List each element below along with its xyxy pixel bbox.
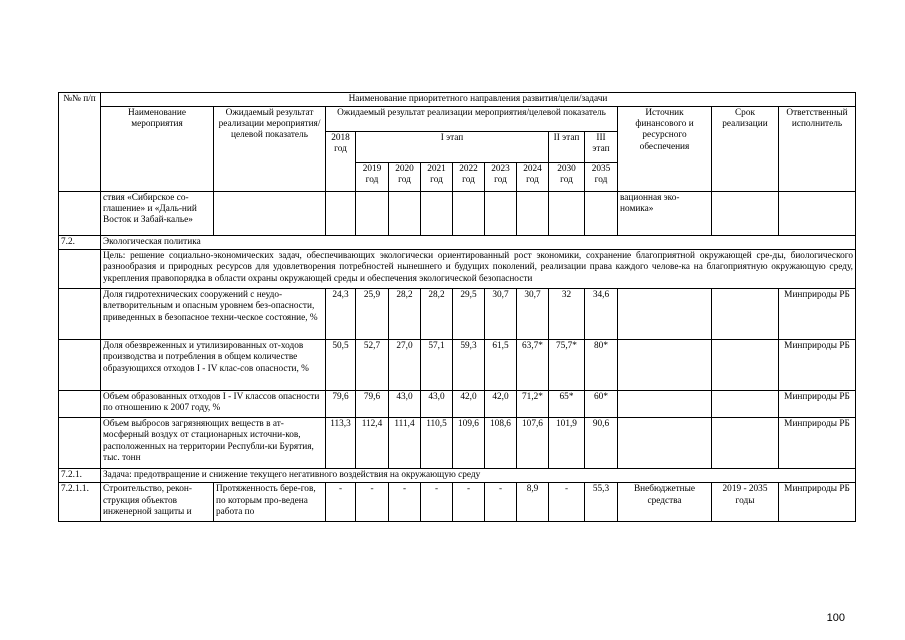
value-cell: - (389, 483, 421, 522)
section-row (59, 236, 856, 250)
value-cell: 101,9 (549, 418, 585, 469)
value-cell: - (453, 483, 485, 522)
value-cell: - (421, 483, 453, 522)
value-cell: 111,4 (389, 418, 421, 469)
empty-cell (618, 391, 712, 418)
task-num: 7.2.1. (59, 469, 101, 483)
value-cell: 113,3 (326, 418, 356, 469)
year-header: 2019 год (356, 163, 389, 192)
empty-cell (779, 192, 856, 236)
value-cell: 107,6 (517, 418, 549, 469)
value-cell: 24,3 (326, 289, 356, 340)
value-cell: 79,6 (356, 391, 389, 418)
value-cell: 90,6 (585, 418, 618, 469)
responsible-header: Ответственный исполнитель (779, 107, 856, 192)
value-cell: 34,6 (585, 289, 618, 340)
year-header: 2021 год (421, 163, 453, 192)
indicator-row (59, 391, 856, 418)
section-title: Экологическая политика (101, 236, 856, 250)
empty-cell (453, 192, 485, 236)
event-name: Строительство, рекон-струкция объектов инженерной защиты и (101, 483, 214, 522)
task-row (59, 469, 856, 483)
stage-1-header: I этап (356, 132, 549, 163)
indicator-name: Объем образованных отходов I - IV классов опасности по отношению к 2007 году, % (101, 391, 326, 418)
value-cell: 71,2* (517, 391, 549, 418)
value-cell: 29,5 (453, 289, 485, 340)
responsible-cell: Минприроды РБ (779, 418, 856, 469)
year-header: 2035 год (585, 163, 618, 192)
empty-cell (326, 192, 356, 236)
value-cell: 61,5 (485, 340, 517, 391)
value-cell: 63,7* (517, 340, 549, 391)
event-num: 7.2.1.1. (59, 483, 101, 522)
responsible-cell: Минприроды РБ (779, 340, 856, 391)
continuation-row (59, 192, 856, 236)
value-cell: 79,6 (326, 391, 356, 418)
expected-result-header: Ожидаемый результат реализации мероприятия/целевой показатель (214, 107, 326, 192)
indicator-name: Объем выбросов загрязняющих веществ в ат-мосферный воздух от стационарных источни-ков, расположенных на территории Республи-ки Бурятия, тыс. тонн (101, 418, 326, 469)
value-cell: - (485, 483, 517, 522)
value-cell: 112,4 (356, 418, 389, 469)
event-responsible: Минприроды РБ (779, 483, 856, 522)
empty-cell (389, 192, 421, 236)
empty-cell (59, 250, 101, 289)
year-header: 2023 год (485, 163, 517, 192)
value-cell: 110,5 (421, 418, 453, 469)
value-cell: 28,2 (389, 289, 421, 340)
empty-cell (618, 340, 712, 391)
event-result: Протяженность бере-гов, по которым про-ведена работа по (214, 483, 326, 522)
section-num: 7.2. (59, 236, 101, 250)
empty-cell (712, 340, 779, 391)
year-header: 2030 год (549, 163, 585, 192)
empty-cell (59, 289, 101, 340)
empty-cell (712, 391, 779, 418)
value-cell: 50,5 (326, 340, 356, 391)
event-source: Внебюджетные средства (618, 483, 712, 522)
empty-cell (712, 418, 779, 469)
event-name-header: Наименование мероприятия (101, 107, 214, 192)
header-row-1 (59, 93, 856, 107)
value-cell: 25,9 (356, 289, 389, 340)
value-cell: 108,6 (485, 418, 517, 469)
task-title: Задача: предотвращение и снижение текущего негативного воздействия на окружающую среду (101, 469, 856, 483)
continuation-source: вационная эко-номика» (618, 192, 712, 236)
source-header: Источник финансового и ресурсного обеспечения (618, 107, 712, 192)
num-header: №№ п/п (59, 93, 101, 192)
responsible-cell: Минприроды РБ (779, 391, 856, 418)
year-header: 2020 год (389, 163, 421, 192)
empty-cell (59, 418, 101, 469)
stage-3-header: III этап (585, 132, 618, 163)
empty-cell (485, 192, 517, 236)
empty-cell (421, 192, 453, 236)
empty-cell (618, 289, 712, 340)
indicator-row (59, 340, 856, 391)
empty-cell (59, 391, 101, 418)
value-cell: 30,7 (517, 289, 549, 340)
value-cell: 28,2 (421, 289, 453, 340)
value-cell: - (356, 483, 389, 522)
year-header: 2024 год (517, 163, 549, 192)
year-header: 2022 год (453, 163, 485, 192)
empty-cell (214, 192, 326, 236)
goal-text: Цель: решение социально-экономических задач, обеспечивающих экологически ориентированный рост экономики, сохранение благоприятной окружающей сре-ды, биологического разнообразия и природных ресурсов для удовлетворения потребностей нынешнего и будущих поколений, реализации права каждого челове-ка на благоприятную окружающую среду, укрепления правопорядка в области охраны окружающей среды и обеспечения экологической безопасности (101, 250, 856, 289)
empty-cell (517, 192, 549, 236)
value-cell: 80* (585, 340, 618, 391)
value-cell: 75,7* (549, 340, 585, 391)
empty-cell (356, 192, 389, 236)
event-row (59, 483, 856, 522)
deadline-header: Срок реализации (712, 107, 779, 192)
empty-cell (585, 192, 618, 236)
event-deadline: 2019 - 2035 годы (712, 483, 779, 522)
responsible-cell: Минприроды РБ (779, 289, 856, 340)
header-row-2 (59, 107, 856, 132)
page-number: 100 (826, 612, 845, 624)
value-cell: - (549, 483, 585, 522)
stage-2-header: II этап (549, 132, 585, 163)
indicator-name: Доля обезвреженных и утилизированных от-ходов производства и потребления в общем количестве образующихся отходов I - IV клас-сов опасности, % (101, 340, 326, 391)
value-cell: 43,0 (421, 391, 453, 418)
value-cell: 32 (549, 289, 585, 340)
value-cell: 65* (549, 391, 585, 418)
value-cell: 57,1 (421, 340, 453, 391)
goal-row (59, 250, 856, 289)
indicator-row (59, 418, 856, 469)
indicator-name: Доля гидротехнических сооружений с неудо-влетворительным и опасным уровнем без-опасности, приведенных в безопасное техни-ческое состояние, % (101, 289, 326, 340)
value-cell: 55,3 (585, 483, 618, 522)
value-cell: - (326, 483, 356, 522)
indicator-row (59, 289, 856, 340)
year-2018-header: 2018 год (326, 132, 356, 192)
value-cell: 30,7 (485, 289, 517, 340)
priority-header: Наименование приоритетного направления развития/цели/задачи (101, 93, 856, 107)
empty-cell (59, 340, 101, 391)
empty-cell (549, 192, 585, 236)
empty-cell (712, 192, 779, 236)
value-cell: 59,3 (453, 340, 485, 391)
value-cell: 43,0 (389, 391, 421, 418)
continuation-name: ствия «Сибирское со-глашение» и «Даль-ний Восток и Забай-калье» (101, 192, 214, 236)
development-plan-table (58, 92, 856, 522)
value-cell: 52,7 (356, 340, 389, 391)
value-cell: 109,6 (453, 418, 485, 469)
value-cell: 42,0 (453, 391, 485, 418)
empty-cell (59, 192, 101, 236)
value-cell: 8,9 (517, 483, 549, 522)
empty-cell (712, 289, 779, 340)
value-cell: 60* (585, 391, 618, 418)
empty-cell (618, 418, 712, 469)
value-cell: 42,0 (485, 391, 517, 418)
value-cell: 27,0 (389, 340, 421, 391)
expected-indicator-header: Ожидаемый результат реализации мероприятия/целевой показатель (326, 107, 618, 132)
